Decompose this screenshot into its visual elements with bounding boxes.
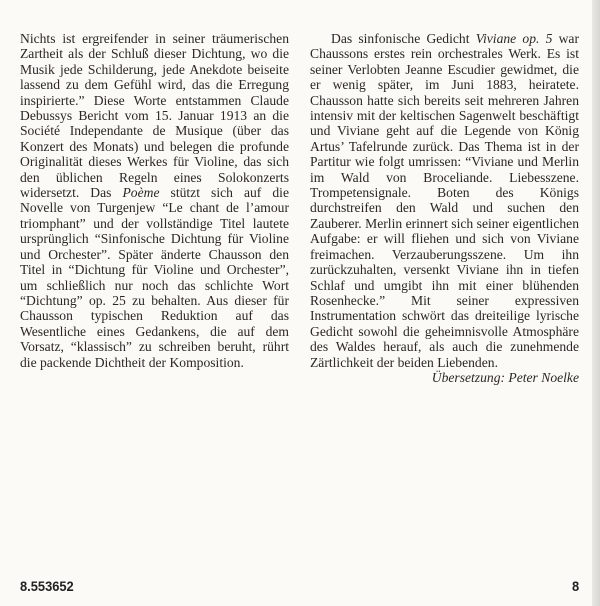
catalog-number: 8.553652 [20, 578, 74, 594]
left-paragraph [20, 31, 289, 370]
right-paragraph [310, 31, 579, 370]
poeme-title: Poème [122, 185, 160, 201]
page-edge-shadow [592, 0, 600, 606]
right-column [310, 31, 579, 385]
left-text-part-2: stützt sich auf die Novelle von Turgenjew “Le chant de l’amour triomphant” und der vollständige Titel lautete ursprünglich “Sinfonische Dichtung für Violine und Orchester”. Später änderte Chausson den Titel in “Dichtung für Violine und Orchester”, um schließlich nur noch das schlichte Wort “Dichtung” op. 25 zu behalten. Aus dieser für Chausson typischen Reduktion auf das Wesentliche eines Gedankens, die auf dem Vorsatz, “klassisch” zu schreiben beruht, rührt die packende Dichtheit der Komposition. [20, 185, 289, 370]
page-number: 8 [572, 578, 580, 594]
translator-credit: Übersetzung: Peter Noelke [431, 369, 579, 385]
right-text-part-2: war Chaussons erstes rein orchestrales Werk. Es ist seiner Verlobten Jeanne Escudier gewidmet, die er wenig später, im Juni 1883, heiratete. Chausson hatte sich bereits seit mehreren Jahren intensiv mit der keltischen Sagenwelt beschäftigt und Viviane geht auf die Legende von König Artus’ Tafelrunde zurück. Das Thema ist in der Partitur wie folgt umrissen: “Viviane und Merlin im Wald von Broceliande. Liebesszene. Trompetensignale. Boten des Königs durchstreifen den Wald und suchen den Zauberer. Merlin erinnert sich seiner eigentlichen Aufgabe: er will fliehen und sich von Viviane freimachen. Verzauberungsszene. Um ihn zurückzuhalten, versenkt Viviane ihn in tiefen Schlaf und umgibt ihn mit einer blühenden Rosenhecke.” Mit seiner expressiven Instrumentation schwört das dreiteilige lyrische Gedicht sowohl die geheimnisvolle Atmosphäre des Waldes herauf, als auch die zunehmende Zärtlichkeit der beiden Liebenden. [310, 31, 579, 370]
viviane-title: Viviane op. 5 [475, 31, 553, 46]
right-text-part-1: Das sinfonische Gedicht [331, 31, 476, 46]
left-text-part-1: Nichts ist ergreifender in seiner träumerischen Zartheit als der Schluß dieser Dichtung, wo die Musik jede Schilderung, jede Anekdote beiseite lassend zu dem Gefühl wird, das die Erregung inspirierte.” Diese Worte entstammen Claude Debussys Bericht vom 15. Januar 1913 an die Société Independante de Musique (über das Konzert des Monats) und belegen die profunde Originalität dieses Werkes für Violine, das sich den üblichen Regeln eines Solokonzerts widersetzt. Das [20, 31, 289, 201]
left-column [20, 31, 289, 370]
